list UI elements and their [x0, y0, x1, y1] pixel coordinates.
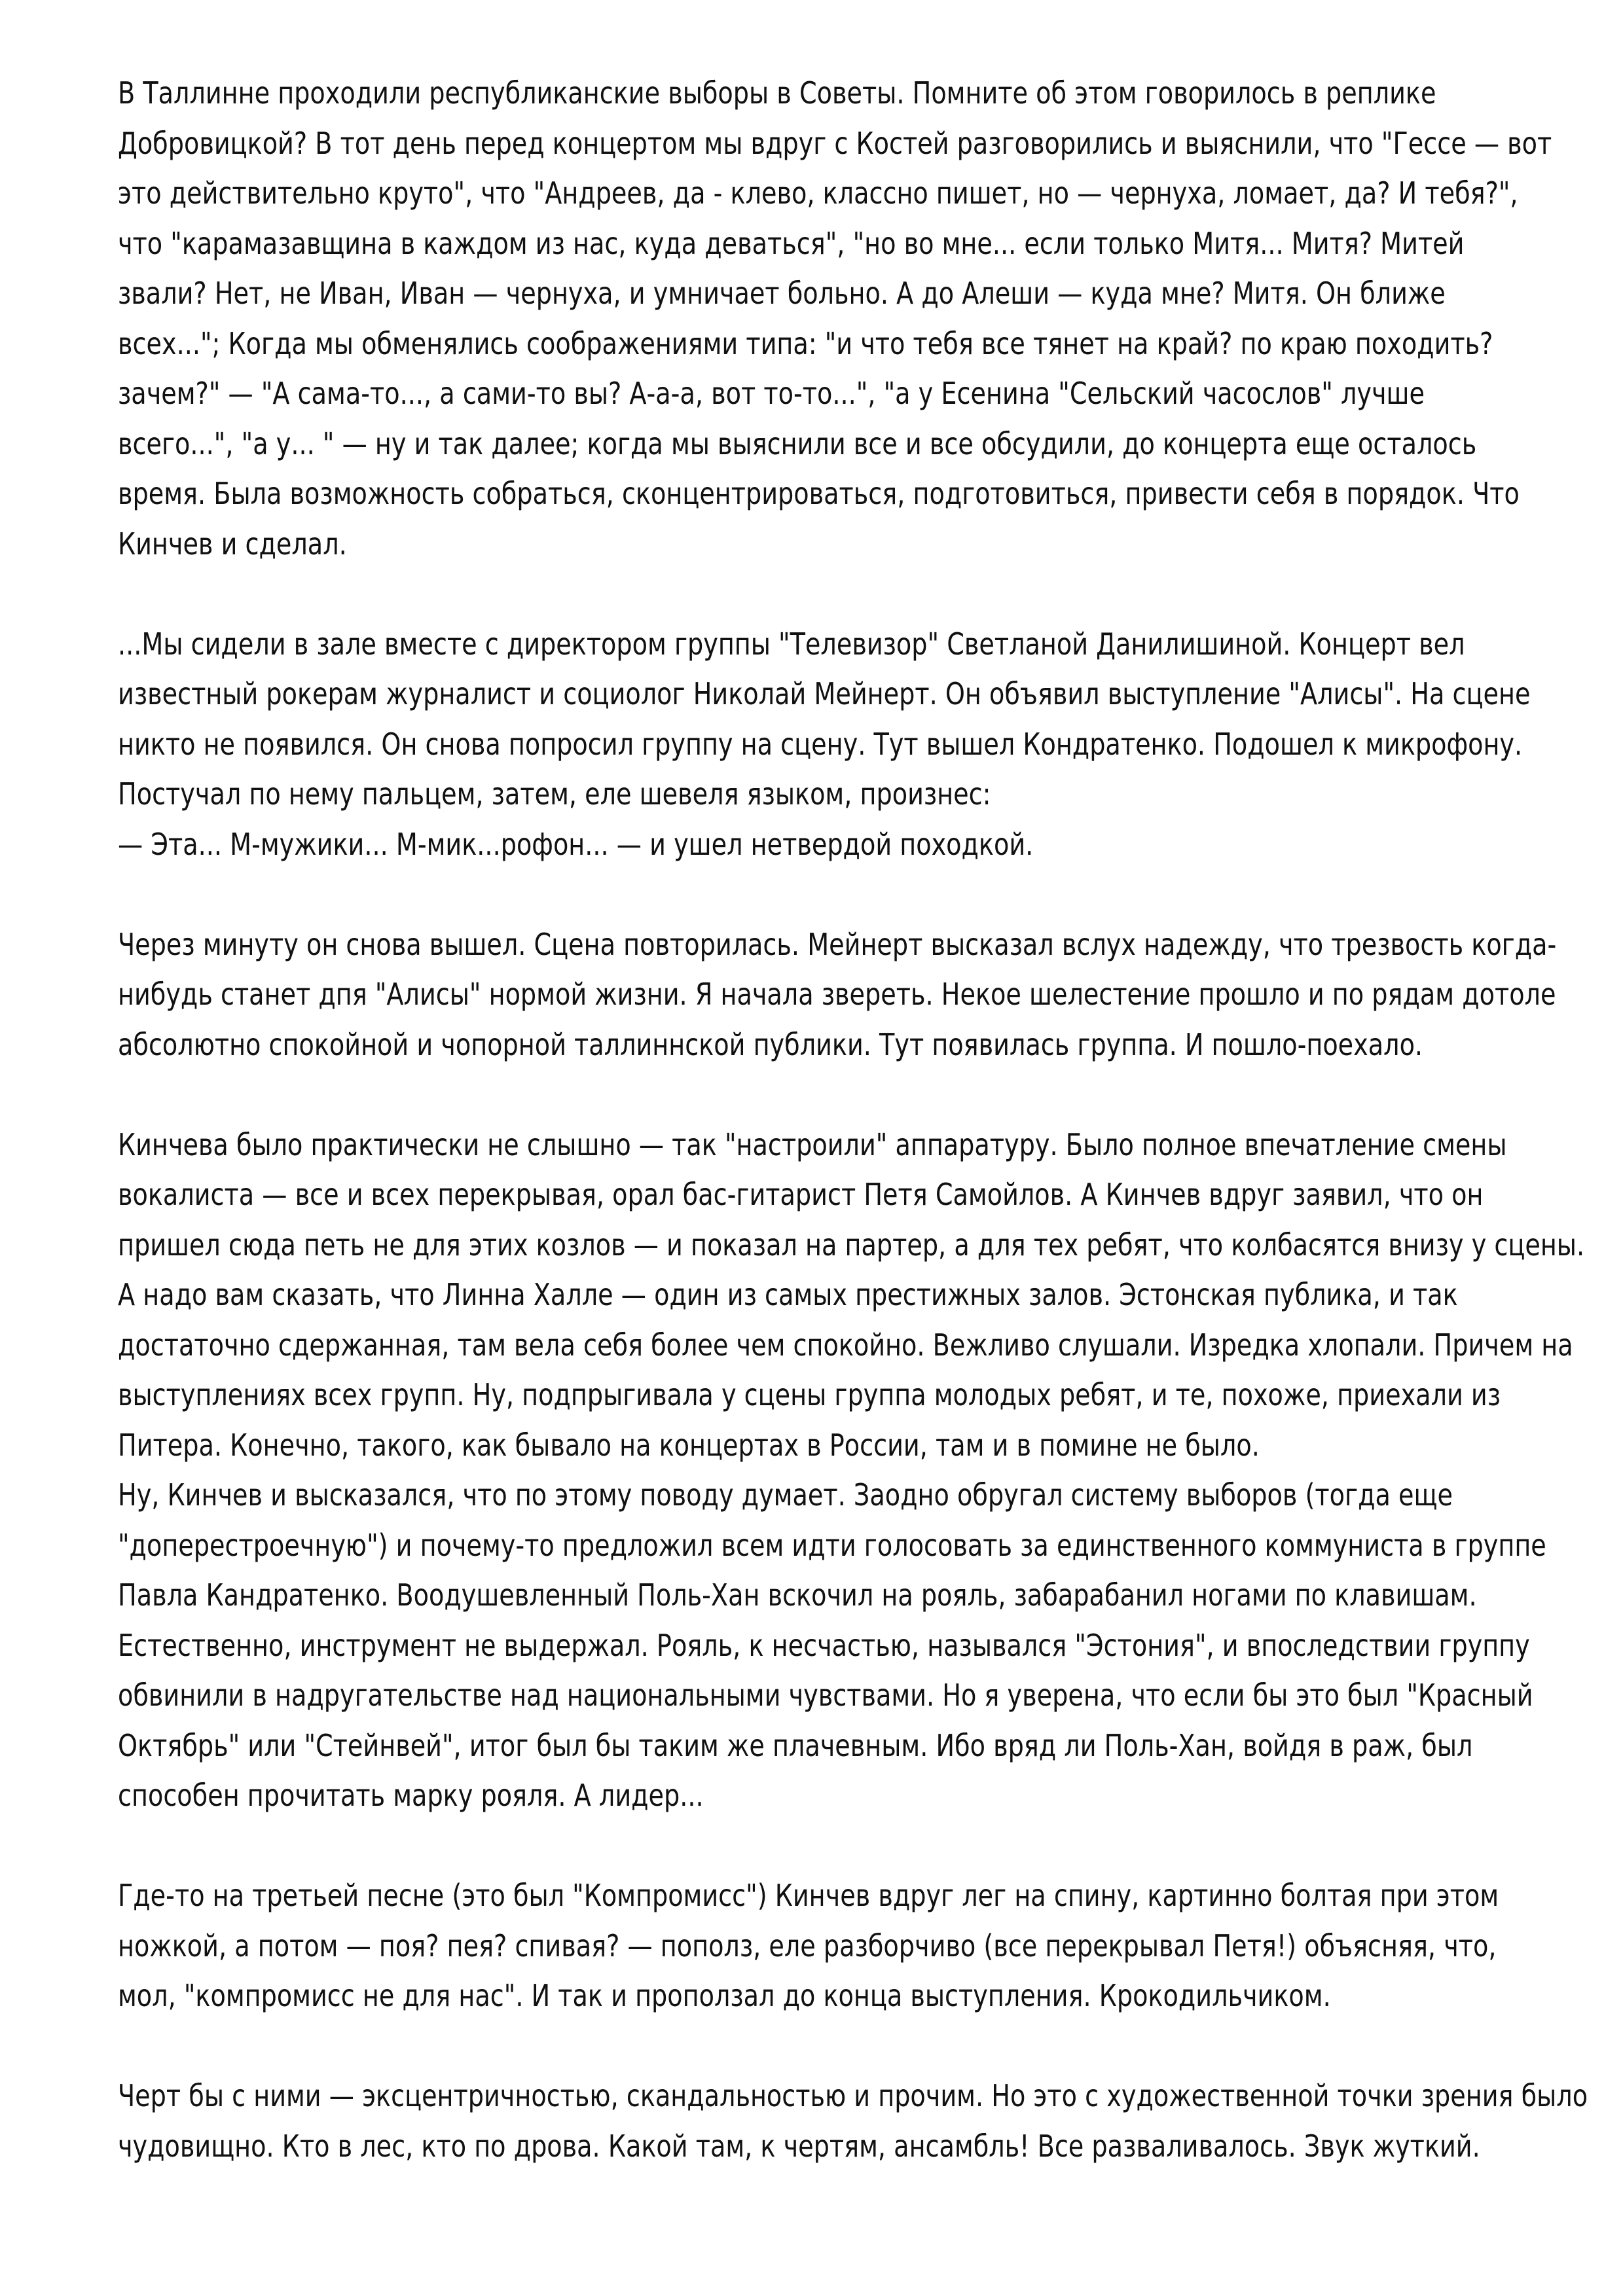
paragraph-gap	[118, 1821, 1525, 1871]
text-line: способен прочитать марку рояля. А лидер...	[118, 1778, 704, 1813]
text-line: зачем?" — "А сама-то..., а сами-то вы? А-а-а, вот то-то...", "а у Есенина "Сельский часослов" лучше	[118, 376, 1425, 411]
text-line: Октябрь" или "Стейнвей", итог был бы таким же плачевным. Ибо вряд ли Поль-Хан, войдя в раж, был	[118, 1727, 1473, 1763]
text-line: всего...", "а у... " — ну и так далее; когда мы выяснили все и все обсудили, до концерта еще осталось	[118, 425, 1477, 461]
text-line: ...Мы сидели в зале вместе с директором группы "Телевизор" Светланой Данилишиной. Концерт вел	[118, 626, 1465, 662]
paragraph-4	[118, 1120, 1585, 1821]
text-line: вокалиста — все и всех перекрывая, орал бас-гитарист Петя Самойлов. А Кинчев вдруг заявил, что он	[118, 1177, 1484, 1212]
text-line: "доперестроечную") и почему-то предложил всем идти голосовать за единственного коммуниста в группе	[118, 1527, 1546, 1563]
paragraph-6	[118, 2071, 1588, 2171]
text-line: чудовищно. Кто в лес, кто по дрова. Какой там, к чертям, ансамбль! Все разваливалось. Звук жуткий.	[118, 2128, 1480, 2164]
text-line: ножкой, а потом — поя? пея? спивая? — пополз, еле разборчиво (все перекрывал Петя!) объясняя, что,	[118, 1928, 1497, 1964]
text-line: абсолютно спокойной и чопорной таллиннской публики. Тут появилась группа. И пошло-поехало.	[118, 1026, 1423, 1062]
text-line: обвинили в надругательстве над национальными чувствами. Но я уверена, что если бы это был "Красный	[118, 1677, 1533, 1713]
text-line: Постучал по нему пальцем, затем, еле шевеля языком, произнес:	[118, 776, 991, 812]
text-line: Естественно, инструмент не выдержал. Рояль, к несчастью, назывался "Эстония", и впоследствии группу	[118, 1627, 1530, 1663]
text-line: А надо вам сказать, что Линна Халле — один из самых престижных залов. Эстонская публика, и так	[118, 1277, 1458, 1312]
text-line: что "карамазавщина в каждом из нас, куда деваться", "но во мне... если только Митя... Митя? Митей	[118, 225, 1465, 261]
text-line: Ну, Кинчев и высказался, что по этому поводу думает. Заодно обругал систему выборов (тогда еще	[118, 1477, 1453, 1513]
paragraph-1	[118, 68, 1552, 569]
document-text	[118, 68, 1588, 2171]
text-line: известный рокерам журналист и социолог Николай Мейнерт. Он объявил выступление "Алисы". На сцене	[118, 676, 1531, 711]
text-line: звали? Нет, не Иван, Иван — чернуха, и умничает больно. А до Алеши — куда мне? Митя. Он ближе	[118, 276, 1446, 311]
paragraph-gap	[118, 1069, 1525, 1120]
text-line: Кинчев и сделал.	[118, 526, 347, 562]
paragraph-5	[118, 1871, 1525, 2021]
paragraph-gap	[118, 569, 1525, 619]
paragraph-gap	[118, 869, 1525, 920]
text-line: это действительно круто", что "Андреев, да - клево, классно пишет, но — чернуха, ломает, да? И тебя?",	[118, 175, 1518, 211]
text-line: мол, "компромисс не для нас". И так и проползал до конца выступления. Крокодильчиком.	[118, 1978, 1331, 2013]
text-line: никто не появился. Он снова попросил группу на сцену. Тут вышел Кондратенко. Подошел к микрофону.	[118, 726, 1523, 762]
text-line: Через минуту он снова вышел. Сцена повторилась. Мейнерт высказал вслух надежду, что трезвость когда-	[118, 926, 1557, 962]
text-line: Добровицкой? В тот день перед концертом мы вдруг с Костей разговорились и выяснили, что "Гессе — вот	[118, 125, 1552, 161]
text-line: Кинчева было практически не слышно — так "настроили" аппаратуру. Было полное впечатление смены	[118, 1126, 1507, 1162]
paragraph-2	[118, 619, 1531, 870]
text-line: В Таллинне проходили республиканские выборы в Советы. Помните об этом говорилось в реплике	[118, 75, 1436, 111]
text-line: Питера. Конечно, такого, как бывало на концертах в России, там и в помине не было.	[118, 1427, 1260, 1463]
text-line: Где-то на третьей песне (это был "Компромисс") Кинчев вдруг лег на спину, картинно болтая при этом	[118, 1878, 1499, 1913]
text-line: выступлениях всех групп. Ну, подпрыгивала у сцены группа молодых ребят, и те, похоже, приехали из	[118, 1377, 1501, 1412]
text-line: пришел сюда петь не для этих козлов — и показал на партер, а для тех ребят, что колбасятся внизу у сцены.	[118, 1227, 1585, 1263]
paragraph-gap	[118, 2021, 1525, 2072]
text-line: всех..."; Когда мы обменялись соображениями типа: "и что тебя все тянет на край? по краю походить?	[118, 325, 1493, 361]
text-line: Павла Кандратенко. Воодушевленный Поль-Хан вскочил на рояль, забарабанил ногами по клавишам.	[118, 1577, 1477, 1613]
text-line: Черт бы с ними — эксцентричностью, скандальностью и прочим. Но это с художественной точки зрения было	[118, 2078, 1588, 2113]
text-line: — Эта... М-мужики... М-мик...рофон... — и ушел нетвердой походкой.	[118, 826, 1034, 862]
text-line: достаточно сдержанная, там вела себя более чем спокойно. Вежливо слушали. Изредка хлопали. Причем на	[118, 1327, 1573, 1363]
text-line: время. Была возможность собраться, сконцентрироваться, подготовиться, привести себя в порядок. Что	[118, 476, 1520, 511]
text-line: нибудь станет дпя "Алисы" нормой жизни. Я начала звереть. Некое шелестение прошло и по рядам дотоле	[118, 977, 1556, 1012]
paragraph-3	[118, 920, 1557, 1070]
